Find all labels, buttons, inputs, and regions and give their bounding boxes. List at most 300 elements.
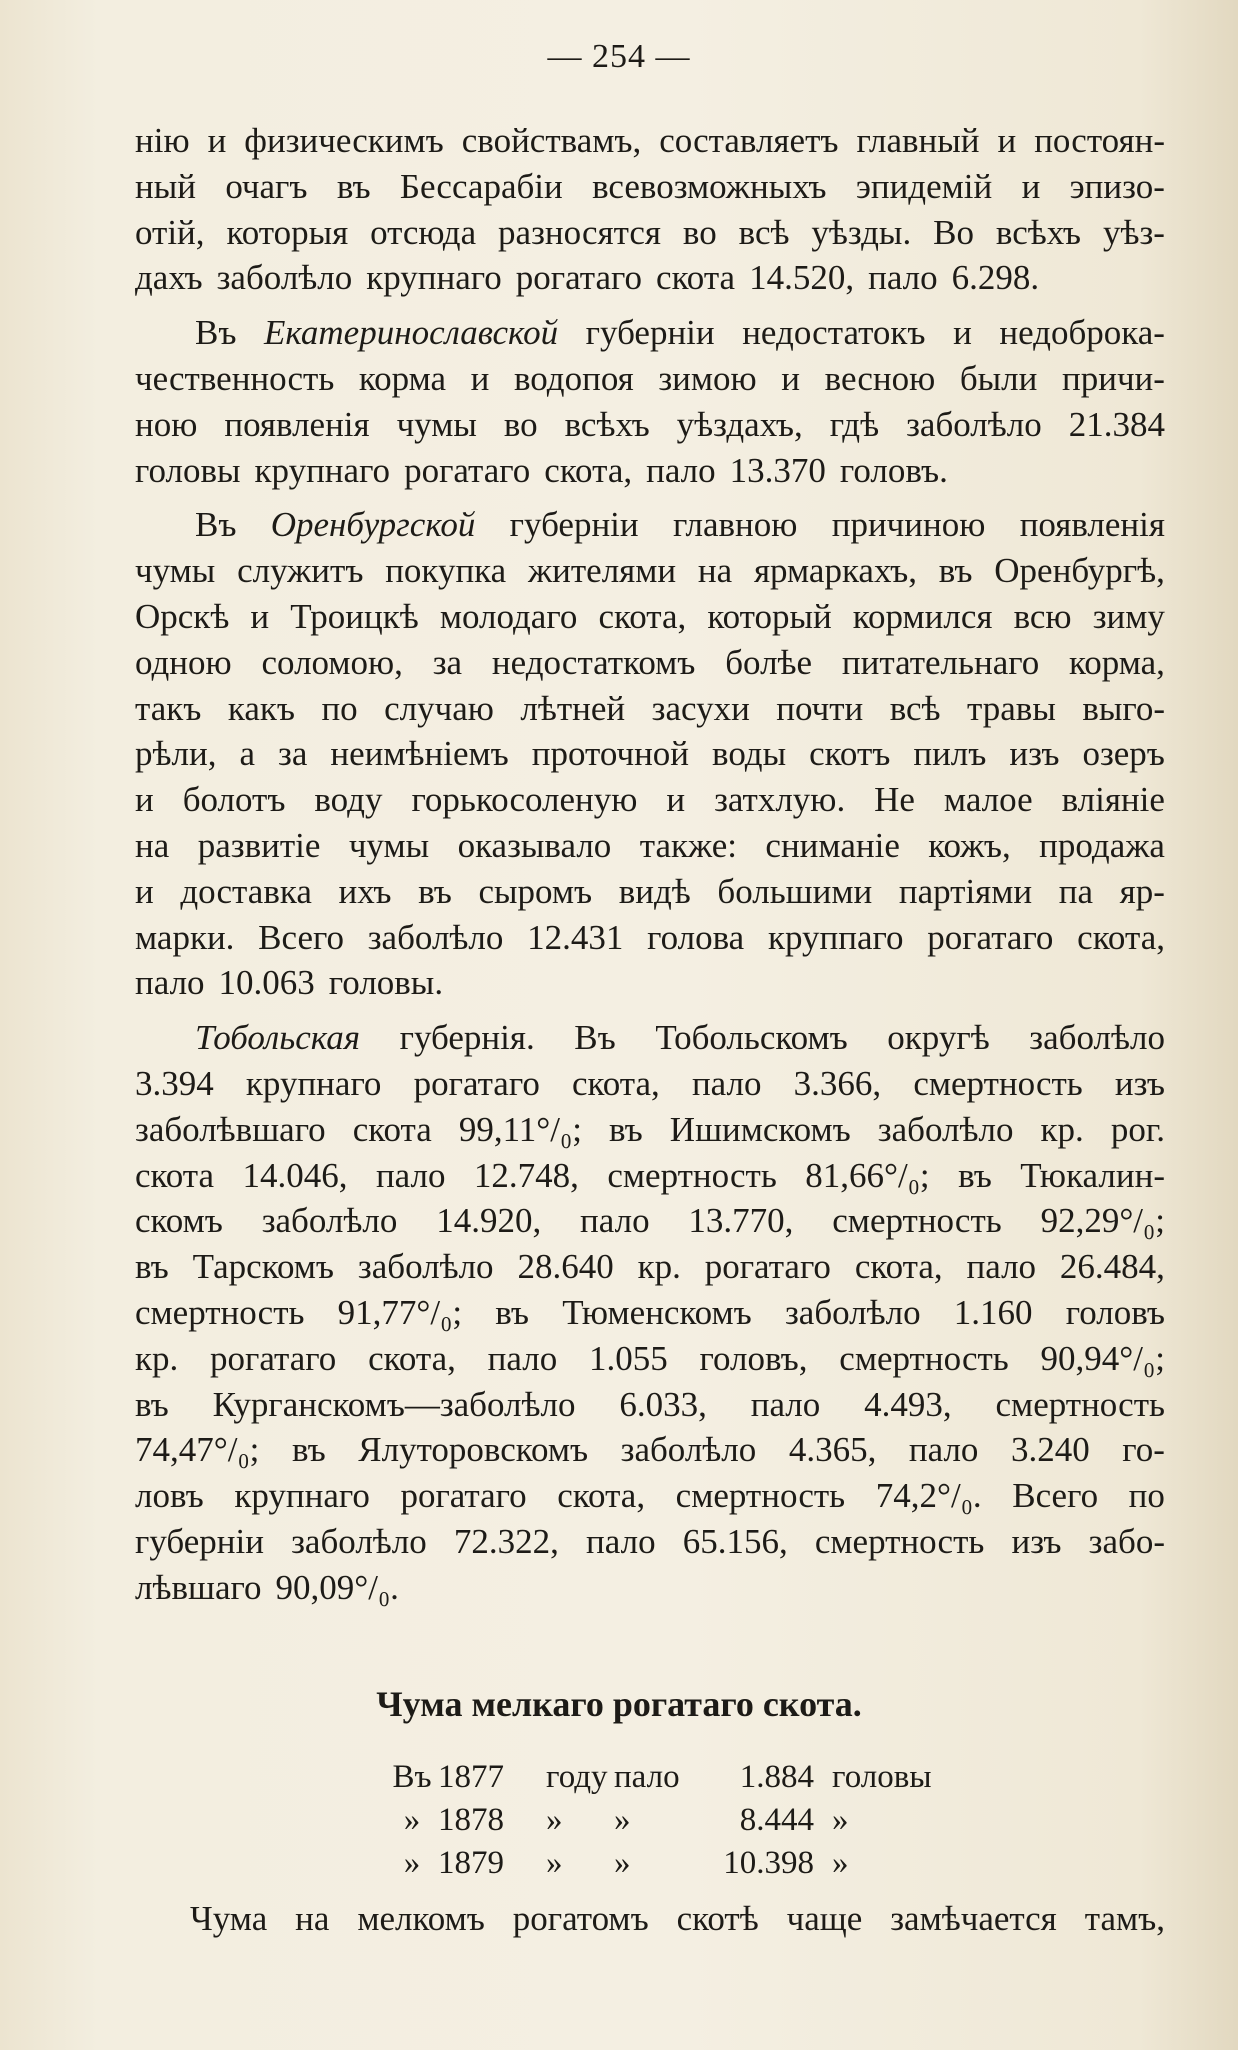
word: мелкомъ [357,1899,485,1938]
word: го- [1122,1430,1165,1470]
word: въ [336,166,371,206]
word: Въ [195,505,237,545]
word: тамъ, [1084,1899,1165,1938]
text-line [135,915,1165,961]
text-line [135,1336,1165,1382]
word: 3.394 [135,1063,214,1103]
word: разносятся [498,212,661,252]
word: ловъ [135,1476,204,1516]
word: смертность [607,1155,777,1195]
word: 99,11°/₀; [458,1109,582,1149]
word: смертность [675,1476,846,1516]
word: 13.370 [729,450,826,490]
word: въ [938,551,973,591]
word: 14.520, [749,258,855,298]
word: воду [314,780,383,820]
text-line [135,1519,1165,1565]
word: головы [135,450,241,490]
word: изъ [1114,1063,1165,1103]
text-line [135,823,1165,869]
word: пало [966,1247,1037,1287]
word: отсюда [370,212,477,252]
word: Ишимскомъ [669,1109,851,1149]
word: пало [750,1384,821,1424]
word: партіями [898,871,1033,911]
word: 74,2°/₀. [875,1476,982,1516]
word: служитъ [237,551,364,591]
word: заболѣло [261,1201,398,1241]
word: болотъ [182,780,286,820]
table-cell: » [546,1802,563,1838]
word: смертность [839,1338,1009,1378]
word: водопоя [514,358,634,398]
word: въ [135,1247,169,1287]
text-line [135,502,1165,548]
word: какъ [227,688,295,728]
word: рогатаго [704,1247,831,1287]
word: и [135,871,154,911]
word: озеръ [1082,734,1165,774]
word: ною [135,404,198,444]
word: корма [358,358,447,398]
word: чаще [786,1899,863,1938]
word: всѣ [738,212,790,252]
word: въ [291,1430,326,1470]
word: скота, [544,450,633,490]
word: въ [135,1384,169,1424]
word: свойствамъ, [461,121,642,160]
word: сниманіе [765,825,900,865]
word: проточной [531,734,690,774]
word: оказывало [457,825,612,865]
word: заболѣло [906,404,1042,444]
word: крупнаго [245,1063,382,1103]
word: кр. [637,1247,681,1287]
word: всевозможныхъ [592,166,827,206]
word: 28.640 [517,1247,614,1287]
word: эпизо- [1069,166,1165,206]
word: рогатаго [927,917,1054,957]
text-line [135,402,1165,448]
page-number: — 254 — [547,38,691,75]
table-cell: » [832,1802,849,1838]
word: вліяніе [1061,780,1165,820]
word: а [239,734,255,774]
word: отій, [135,212,205,252]
table-cell: году [546,1759,608,1795]
table-cell: 1877 [438,1759,504,1795]
word: всѣ [889,688,941,728]
text-line [135,255,1165,301]
word: травы [967,688,1056,728]
table-cell: 1.884 [739,1759,814,1795]
word: нію [135,121,190,160]
word: Тарскомъ [192,1247,335,1287]
text-line [135,310,1165,356]
word: продажа [1039,825,1165,865]
word: который [707,596,832,636]
word: покупка [385,551,507,591]
word: яр- [1119,871,1165,911]
italic-word: Тобольская [195,1018,361,1058]
text-line [135,960,1165,1006]
word: 90,94°/₀; [1040,1338,1165,1378]
word: лѣвшаго [135,1567,262,1607]
word: въ [418,871,452,911]
word: 4.365, [788,1430,877,1470]
word: заболѣвшаго [135,1109,326,1149]
text-line [190,1896,1165,1942]
word: выго- [1082,688,1165,728]
word: главною [672,505,798,545]
word: ихъ [338,871,392,911]
text-line [135,640,1165,686]
italic-word: Екатеринославской [264,313,559,353]
word: на [295,1899,330,1938]
word: пало [586,1521,656,1561]
word: смертность [814,1521,985,1561]
word: затхлую. [714,780,846,820]
text-line [135,1107,1165,1153]
paragraph [135,502,1165,1006]
word: 3.366, [793,1063,882,1103]
table-cell: » [403,1802,421,1838]
word: крупнаго [366,258,502,298]
word: губерніи [585,313,715,353]
word: во [682,212,717,252]
word: весною [824,358,936,398]
table-cell: Въ [392,1759,432,1795]
word: чественность [135,358,335,398]
word: Всего [1012,1476,1099,1516]
word: большими [717,871,873,911]
table-cell: 10.398 [723,1845,814,1881]
word: крупнаго [254,450,391,490]
word: неимѣніемъ [330,734,509,774]
word: 6.298. [951,258,1040,298]
word: рогатаго [413,1063,540,1103]
word: и [135,780,154,820]
word: 13.770, [688,1201,794,1241]
table-cell: » [614,1802,631,1838]
word: Не [874,780,915,820]
word: молодаго [439,596,578,636]
text-line [135,1382,1165,1428]
word: такъ [135,688,202,728]
word: заболѣло [357,1247,494,1287]
word: въ [495,1292,529,1332]
word: рогатаго [210,1338,337,1378]
word: которыя [226,212,349,252]
word: заболѣло [784,1292,921,1332]
word: замѣчается [890,1899,1057,1938]
word: уѣздахъ, [676,404,803,444]
word: скотъ [809,734,891,774]
word: кр. [135,1338,179,1378]
word: недоброка- [999,313,1165,353]
word: и [997,121,1017,160]
word: появленія [224,404,370,444]
word: рогатаго [404,450,531,490]
word: на [697,551,733,591]
word: скота, [854,1247,943,1287]
word: уѣзды. [811,212,912,252]
word: Тюкалин- [1020,1155,1165,1195]
word: кр. [1040,1109,1084,1149]
table-cell: » [403,1845,421,1881]
text-line [135,1290,1165,1336]
word: рѣли, [135,734,217,774]
word: губерніи [135,1521,264,1561]
word: всю [1013,596,1072,636]
word: за [432,642,463,682]
word: 3.240 [1010,1430,1090,1470]
word: круппаго [767,917,904,957]
word: горькосоленую [411,780,638,820]
text-line [135,1473,1165,1519]
word: пало [646,450,716,490]
word: пало [375,1155,446,1195]
word: малое [943,780,1033,820]
word: главный [856,121,980,160]
word: недостаткомъ [491,642,696,682]
word: и [1021,166,1041,206]
word: рогатомъ [512,1899,649,1938]
word: 92,29°/₀; [1040,1201,1165,1241]
word: корма, [1069,642,1165,682]
word: округѣ [887,1018,990,1058]
word: Чума [190,1899,268,1938]
body-text [135,118,1165,1611]
text-line [135,164,1165,210]
word: очагъ [225,166,308,206]
word: пилъ [913,734,987,774]
word: пало [691,1063,762,1103]
word: скота [656,258,736,298]
word: 12.748, [473,1155,579,1195]
text-line [135,210,1165,256]
word: па [1058,871,1094,911]
word: и [666,780,686,820]
word: эпидемій [855,166,993,206]
plague-statistics-table [386,1756,942,1885]
word: 4.493, [864,1384,952,1424]
word: засухи [651,688,750,728]
word: кормился [852,596,993,636]
word: скота [135,1155,215,1195]
word: всѣхъ [995,212,1082,252]
word: зимою [658,358,757,398]
paragraph [135,310,1165,493]
word: Оренбургѣ, [994,551,1165,591]
word: Тюменскомъ [562,1292,752,1332]
word: Всего [258,917,344,957]
table-cell: » [546,1845,563,1881]
text-line [135,869,1165,915]
word: физическимъ [244,121,444,160]
word: скота, [1077,917,1165,957]
text-line [135,1427,1165,1473]
word: изъ [1011,1521,1062,1561]
word: во [503,404,538,444]
text-line [135,448,1165,494]
word: рог. [1110,1109,1165,1149]
word: смертность [995,1384,1165,1424]
word: появленія [1019,505,1165,545]
word: 1.055 [588,1338,668,1378]
text-line [135,548,1165,594]
word: по [1128,1476,1165,1516]
text-line [135,118,1165,164]
word: за [278,734,308,774]
word: на [135,825,170,865]
word: доставка [180,871,312,911]
word: рогатаго [515,258,643,298]
word: Во [933,212,974,252]
word: 65.156, [682,1521,788,1561]
word: кожъ, [928,825,1011,865]
word: 91,77°/₀; [337,1292,463,1332]
word: заболѣло [1029,1018,1165,1058]
word: недостатокъ [742,313,926,353]
word: 74,47°/₀; [135,1430,260,1470]
word: 72.322, [453,1521,559,1561]
table-cell: 8.444 [739,1802,814,1838]
italic-word: Оренбургской [270,505,476,545]
text-line [135,594,1165,640]
word: скота, [571,1063,660,1103]
word: причиною [831,505,986,545]
word: развитіе [197,825,321,865]
word: гдѣ [829,404,880,444]
text-line [135,1244,1165,1290]
table-row [386,1756,942,1799]
word: заболѣло [291,1521,427,1561]
word: 6.033, [619,1384,707,1424]
word: лѣтней [520,688,626,728]
word: 21.384 [1068,404,1165,444]
word: губернія. [399,1018,535,1058]
word: видѣ [618,871,691,911]
word: Курганскомъ—заболѣло [212,1384,576,1424]
word: зиму [1092,596,1165,636]
word: болѣе [725,642,813,682]
word: головы. [328,963,444,1003]
text-line [135,1198,1165,1244]
word: также: [639,825,737,865]
word: 14.920, [436,1201,542,1241]
word: причи- [1061,358,1165,398]
text-line [135,1015,1165,1061]
word: губерніи [509,505,639,545]
word: и [953,313,972,353]
word: Орскѣ [135,596,230,636]
table-cell: » [832,1845,849,1881]
word: забо- [1088,1521,1165,1561]
word: голова [647,917,745,957]
text-line [135,777,1165,823]
word: ный [135,166,196,206]
word: Ялуторовскомъ [358,1430,589,1470]
text-line [135,1061,1165,1107]
word: питательнаго [841,642,1040,682]
word: 10.063 [218,963,315,1003]
word: заболѣло [367,917,504,957]
word: головъ, [699,1338,808,1378]
word: скота [352,1109,432,1149]
word: пало [580,1201,650,1241]
word: и [207,121,227,160]
word: въ [958,1155,992,1195]
word: всѣхъ [564,404,650,444]
word: дахъ [135,258,203,298]
word: смертность [913,1063,1083,1103]
word: почти [776,688,864,728]
word: пало [868,258,938,298]
word: Троицкѣ [290,596,419,636]
word: смертность [832,1201,1002,1241]
word: чумы [135,551,216,591]
word: постоян- [1034,121,1165,160]
word: и [470,358,490,398]
word: 90,09°/₀. [275,1567,399,1607]
word: пало [487,1338,558,1378]
word: 14.046, [242,1155,348,1195]
table-cell: » [614,1845,631,1881]
word: воды [712,734,787,774]
word: соломою, [261,642,403,682]
word: пало [135,963,205,1003]
table-cell: пало [614,1759,680,1795]
word: заболѣло [216,258,353,298]
text-line [135,686,1165,732]
text-line [135,731,1165,777]
word: чумы [348,825,430,865]
table-cell: 1878 [438,1802,504,1838]
word: Въ [574,1018,616,1058]
table-row [386,1799,942,1842]
word: скота, [557,1476,646,1516]
word: и [781,358,801,398]
closing-line [190,1896,1165,1942]
word: составляетъ [659,121,839,160]
word: скотѣ [676,1899,759,1938]
word: уѣз- [1102,212,1165,252]
table-cell: головы [832,1759,932,1795]
word: въ [608,1109,643,1149]
word: заболѣло [620,1430,757,1470]
word: ярмаркахъ, [753,551,917,591]
section-title: Чума мелкаго рогатаго скота. [376,1684,862,1724]
word: смертность [135,1292,305,1332]
word: Въ [195,313,237,353]
word: Тобольскомъ [655,1018,848,1058]
table-row [386,1842,942,1885]
word: Бессарабіи [399,166,563,206]
word: 12.431 [527,917,624,957]
word: головъ [1065,1292,1165,1332]
word: изъ [1009,734,1060,774]
word: скота, [598,596,687,636]
word: марки. [135,917,235,957]
word: рогатаго [400,1476,527,1516]
word: головъ. [839,450,948,490]
word: случаю [384,688,494,728]
word: пало [908,1430,979,1470]
word: заболѣло [877,1109,1014,1149]
word: жителями [527,551,677,591]
text-line [135,1153,1165,1199]
